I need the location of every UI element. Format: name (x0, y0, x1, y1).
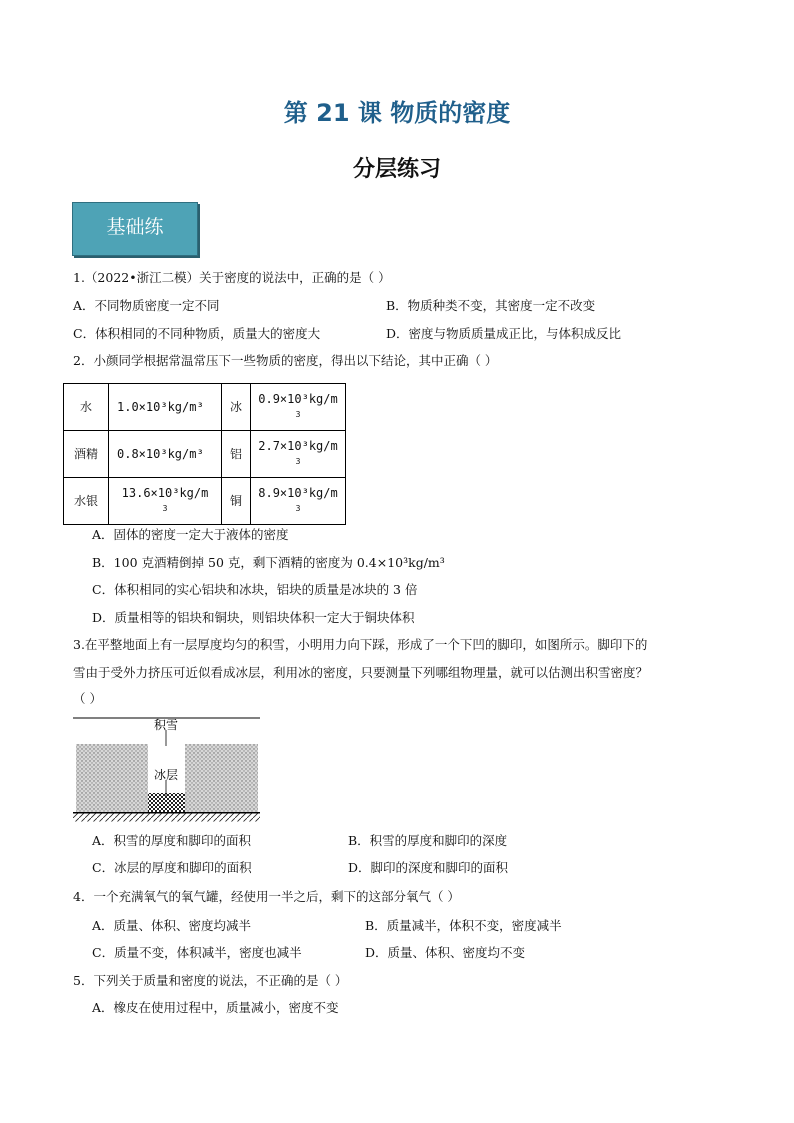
table-cell: 0.8×10³kg/m³ (109, 431, 222, 478)
label-snow: 积雪 (153, 718, 179, 732)
table-cell: 酒精 (64, 431, 109, 478)
table-row (64, 478, 346, 525)
table-cell: 1.0×10³kg/m³ (109, 384, 222, 431)
q3-option-d: D．脚印的深度和脚印的面积 (348, 860, 509, 875)
q4-stem: 4．一个充满氧气的氧气罐，经使用一半之后，剩下的这部分氧气（ ） (73, 889, 460, 904)
table-cell (251, 384, 346, 431)
table-cell (251, 478, 346, 525)
q2-option-b: B．100 克酒精倒掉 50 克，剩下酒精的密度为 0.4×10³kg/m³ (92, 555, 445, 570)
q3-option-b: B．积雪的厚度和脚印的深度 (348, 833, 508, 848)
q3-stem-line3: （ ） (73, 691, 102, 706)
cell-wrap: 3 (295, 504, 301, 513)
label-ice: 冰层 (153, 768, 179, 782)
q3-stem-line2: 雪由于受外力挤压可近似看成冰层，利用冰的密度，只要测量下列哪组物理量，就可以估测出积雪密度？ (73, 665, 649, 680)
q5-option-a: A．橡皮在使用过程中，质量减小，密度不变 (92, 1000, 339, 1015)
cell-wrap: 3 (295, 457, 301, 466)
snow-right (185, 744, 258, 812)
cell-value: 8.9×10³kg/m (258, 486, 338, 500)
q2-option-a: A．固体的密度一定大于液体的密度 (92, 527, 289, 542)
table-cell: 冰 (222, 384, 251, 431)
table-cell (109, 478, 222, 525)
density-table (63, 383, 346, 525)
q1-option-c: C．体积相同的不同种物质，质量大的密度大 (73, 326, 321, 341)
q4-option-a: A．质量、体积、密度均减半 (92, 918, 252, 933)
page-subtitle: 分层练习 (352, 156, 441, 182)
table-cell (251, 431, 346, 478)
q3-option-c: C．冰层的厚度和脚印的面积 (92, 860, 252, 875)
q2-option-c: C．体积相同的实心铝块和冰块，铝块的质量是冰块的 3 倍 (92, 582, 418, 597)
q4-option-b: B．质量减半，体积不变，密度减半 (365, 918, 562, 933)
q4-option-d: D．质量、体积、密度均不变 (365, 945, 526, 960)
table-row (64, 384, 346, 431)
q1-stem: 1.（2022•浙江二模）关于密度的说法中，正确的是（ ） (73, 270, 391, 285)
q1-option-b: B．物质种类不变，其密度一定不改变 (386, 298, 596, 313)
snow-left (76, 744, 148, 812)
table-cell: 水 (64, 384, 109, 431)
ground-line (73, 812, 260, 814)
q3-stem-line1: 3.在平整地面上有一层厚度均匀的积雪，小明用力向下踩，形成了一个下凹的脚印，如图所示。脚印下的 (73, 637, 648, 652)
ice-layer (148, 793, 185, 812)
table-cell: 水银 (64, 478, 109, 525)
q1-option-a: A．不同物质密度一定不同 (73, 298, 220, 313)
cell-wrap: 3 (295, 410, 301, 419)
q1-option-d: D．密度与物质质量成正比，与体积成反比 (386, 326, 622, 341)
page-title: 第 21 课 物质的密度 (283, 99, 511, 127)
snow-footprint-figure (73, 716, 263, 826)
cell-value: 2.7×10³kg/m (258, 439, 338, 453)
q3-option-a: A．积雪的厚度和脚印的面积 (92, 833, 252, 848)
q4-option-c: C．质量不变，体积减半，密度也减半 (92, 945, 302, 960)
ground-hatch (73, 814, 260, 822)
q2-stem: 2．小颜同学根据常温常压下一些物质的密度，得出以下结论，其中正确（ ） (73, 353, 498, 368)
cell-wrap: 3 (162, 504, 168, 513)
cell-value: 0.9×10³kg/m (258, 392, 338, 406)
q5-stem: 5．下列关于质量和密度的说法，不正确的是（ ） (73, 973, 348, 988)
cell-value: 13.6×10³kg/m (121, 486, 209, 500)
q2-option-d: D．质量相等的铝块和铜块，则铝块体积一定大于铜块体积 (92, 610, 415, 625)
table-cell: 铜 (222, 478, 251, 525)
table-cell: 铝 (222, 431, 251, 478)
table-row (64, 431, 346, 478)
section-badge: 基础练 (72, 202, 198, 256)
